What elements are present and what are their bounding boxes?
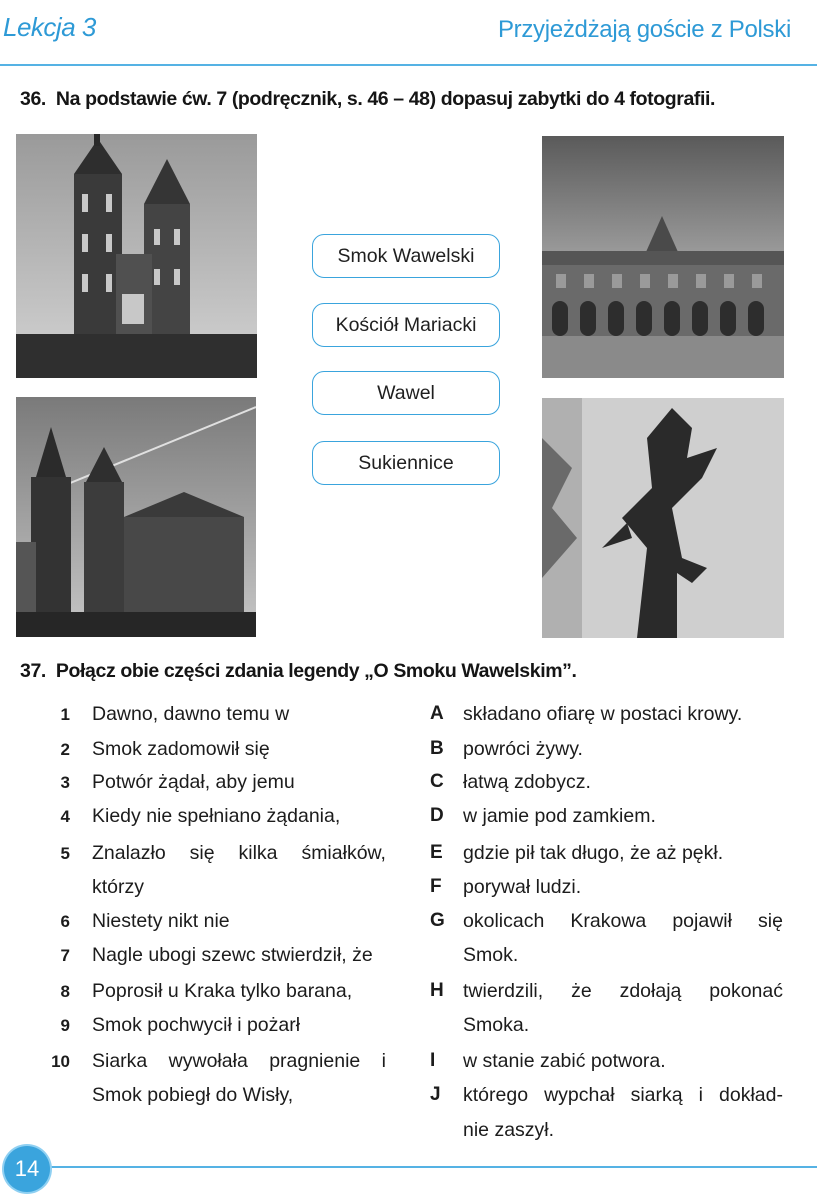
left-item-text: Smok pochwycił i pożarł — [92, 1014, 301, 1036]
label-wawel: Wawel — [312, 371, 500, 415]
left-item-number: 10 — [51, 1052, 70, 1071]
right-item-text: powróci żywy. — [463, 738, 583, 760]
left-item-text: Potwór żądał, aby jemu — [92, 771, 295, 793]
left-item-text: Dawno, dawno temu w — [92, 703, 290, 725]
right-item-letter: H — [430, 980, 444, 1001]
left-item-number: 9 — [60, 1016, 70, 1035]
task-36-instruction: Na podstawie ćw. 7 (podręcznik, s. 46 – 48) dopasuj zabytki do 4 fotografii. — [55, 88, 716, 110]
right-item-letter: C — [430, 771, 444, 792]
right-item-letter: E — [430, 842, 443, 863]
left-item-text: Nagle ubogi szewc stwierdził, że — [92, 944, 373, 966]
task-37-instruction: Połącz obie części zdania legendy „O Smoku Wawelskim”. — [55, 660, 577, 682]
photo-smok-wawelski — [542, 398, 784, 638]
right-item-continuation: Smoka. — [463, 1014, 530, 1036]
left-item-number: 7 — [60, 946, 70, 965]
lesson-label: Lekcja 3 — [3, 12, 96, 42]
left-item-text: Niestety nikt nie — [92, 910, 230, 932]
right-item-text: porywał ludzi. — [463, 876, 582, 898]
right-item-text: w stanie zabić potwora. — [463, 1050, 666, 1072]
task-36-heading — [20, 88, 715, 111]
right-item-text: gdzie pił tak długo, że aż pękł. — [463, 842, 724, 864]
right-item-letter: J — [430, 1084, 441, 1105]
left-item-text: Poprosił u Kraka tylko barana, — [92, 980, 353, 1002]
left-item-text: Smok zadomowił się — [92, 738, 270, 760]
label-sukiennice: Sukiennice — [312, 441, 500, 485]
right-item-letter: G — [430, 910, 445, 931]
left-item-number: 5 — [60, 844, 70, 863]
task-36-number: 36. — [20, 88, 46, 110]
left-item-text: Znalazło się kilka śmiałków, — [92, 842, 386, 864]
right-item-text: w jamie pod zamkiem. — [463, 805, 656, 827]
left-item-number: 1 — [60, 705, 70, 724]
lesson-title: Przyjeżdżają goście z Polski — [497, 16, 791, 43]
header-rule — [0, 64, 817, 66]
left-item-number: 8 — [60, 982, 70, 1001]
right-item-letter: D — [430, 805, 444, 826]
right-item-text: składano ofiarę w postaci krowy. — [463, 703, 743, 725]
left-item-number: 2 — [60, 740, 70, 759]
label-kosciol-mariacki: Kościół Mariacki — [312, 303, 500, 347]
photo-kosciol-mariacki — [16, 134, 257, 378]
left-item-number: 4 — [60, 807, 70, 826]
footer-rule — [50, 1166, 817, 1168]
left-item-continuation: którzy — [92, 876, 145, 898]
right-item-text: twierdzili, że zdołają pokonać — [463, 980, 783, 1002]
right-item-letter: A — [430, 703, 444, 724]
right-item-letter: F — [430, 876, 442, 897]
right-item-letter: B — [430, 738, 444, 759]
page-number: 14 — [4, 1146, 50, 1192]
left-item-number: 6 — [60, 912, 70, 931]
task-37-number: 37. — [20, 660, 46, 682]
right-item-text: okolicach Krakowa pojawił się — [463, 910, 783, 932]
right-item-continuation: nie zaszył. — [463, 1119, 555, 1141]
left-item-number: 3 — [60, 773, 70, 792]
right-item-text: łatwą zdobycz. — [463, 771, 591, 793]
photo-wawel — [16, 397, 256, 637]
left-item-text: Siarka wywołała pragnienie i — [92, 1050, 386, 1072]
right-item-text: którego wypchał siarką i dokład- — [463, 1084, 783, 1106]
left-item-continuation: Smok pobiegł do Wisły, — [92, 1084, 294, 1106]
right-item-continuation: Smok. — [463, 944, 519, 966]
photo-sukiennice — [542, 136, 784, 378]
right-item-letter: I — [430, 1050, 436, 1071]
left-item-text: Kiedy nie spełniano żądania, — [92, 805, 341, 827]
label-smok-wawelski: Smok Wawelski — [312, 234, 500, 278]
task-37-heading — [20, 660, 577, 683]
